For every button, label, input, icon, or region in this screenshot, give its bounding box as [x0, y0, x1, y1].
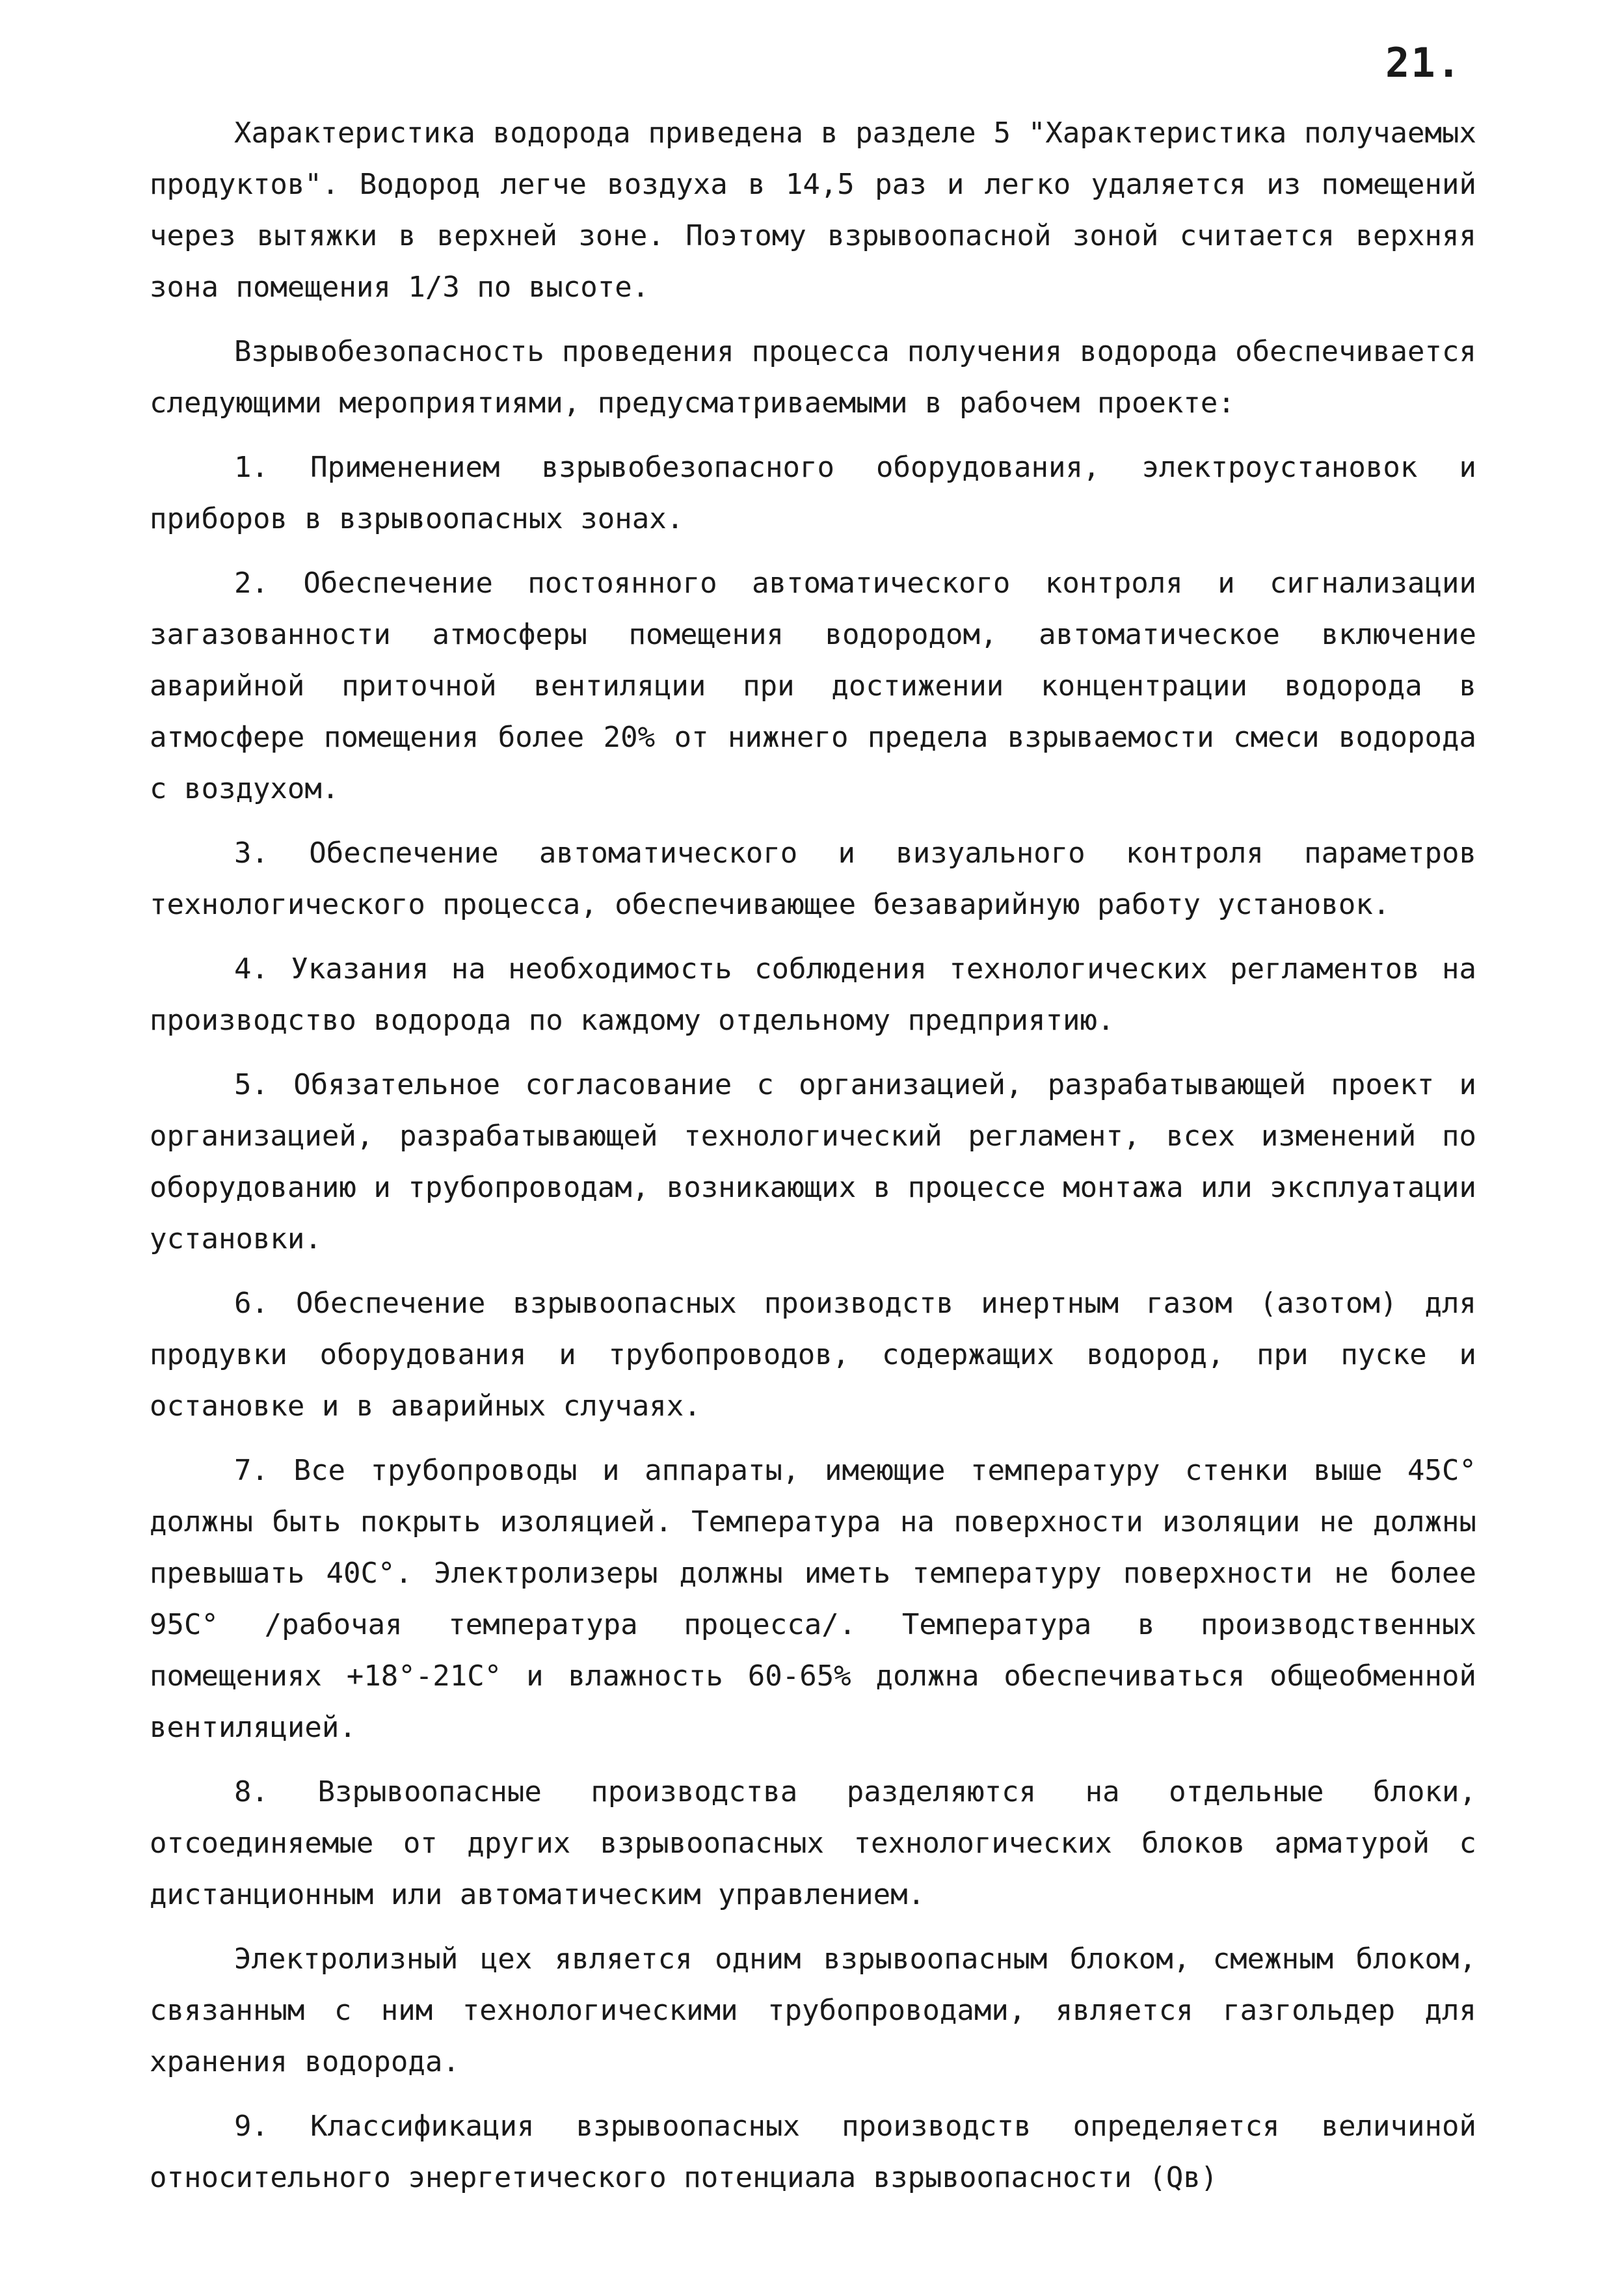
list-item-3: 3. Обеспечение автоматического и визуального контроля параметров технологического процесса, обеспечивающее безаварийную работу установок. — [150, 837, 1476, 921]
paragraph-explosion-safety-intro: Взрывобезопасность проведения процесса получения водорода обеспечивается следующими мероприятиями, предусматриваемыми в рабочем проекте: — [150, 335, 1476, 420]
list-item-2: 2. Обеспечение постоянного автоматического контроля и сигнализации загазованности атмосферы помещения водородом, автоматическое включение аварийной приточной вентиляции при достижении концентрации водорода в атмосфере помещения более 20% от нижнего предела взрываемости смеси водорода с воздухом. — [150, 567, 1476, 805]
paragraph-electrolysis-block: Электролизный цех является одним взрывоопасным блоком, смежным блоком, связанным с ним технологическими трубопроводами, является газгольдер для хранения водорода. — [150, 1942, 1476, 2078]
list-item-1: 1. Применением взрывобезопасного оборудования, электроустановок и приборов в взрывоопасных зонах. — [150, 451, 1476, 535]
list-item-7: 7. Все трубопроводы и аппараты, имеющие температуру стенки выше 45С° должны быть покрыть изоляцией. Температура на поверхности изоляции не должны превышать 40С°. Электролизеры должны иметь температуру поверхности не более 95С° /рабочая температура процесса/. Температура в производственных помещениях +18°-21С° и влажность 60-65% должна обеспечиваться общеобменной вентиляцией. — [150, 1454, 1476, 1744]
list-item-4: 4. Указания на необходимость соблюдения технологических регламентов на производство водорода по каждому отдельному предприятию. — [150, 952, 1476, 1037]
list-item-6: 6. Обеспечение взрывоопасных производств инертным газом (азотом) для продувки оборудования и трубопроводов, содержащих водород, при пуске и остановке и в аварийных случаях. — [150, 1287, 1476, 1423]
list-item-8: 8. Взрывоопасные производства разделяются на отдельные блоки, отсоединяемые от других взрывоопасных технологических блоков арматурой с дистанционным или автоматическим управлением. — [150, 1775, 1476, 1911]
page-number: 21. — [1385, 39, 1462, 87]
list-item-5: 5. Обязательное согласование с организацией, разрабатывающей проект и организацией, разрабатывающей технологический регламент, всех изменений по оборудованию и трубопроводам, возникающих в процессе монтажа или эксплуатации установки. — [150, 1068, 1476, 1255]
document-body — [150, 107, 1476, 2203]
list-item-9: 9. Классификация взрывоопасных производств определяется величиной относительного энергетического потенциала взрывоопасности (Qв) — [150, 2110, 1476, 2194]
paragraph-hydrogen-characteristics: Характеристика водорода приведена в разделе 5 "Характеристика получаемых продуктов". Водород легче воздуха в 14,5 раз и легко удаляется из помещений через вытяжки в верхней зоне. Поэтому взрывоопасной зоной считается верхняя зона помещения 1/3 по высоте. — [150, 116, 1476, 304]
